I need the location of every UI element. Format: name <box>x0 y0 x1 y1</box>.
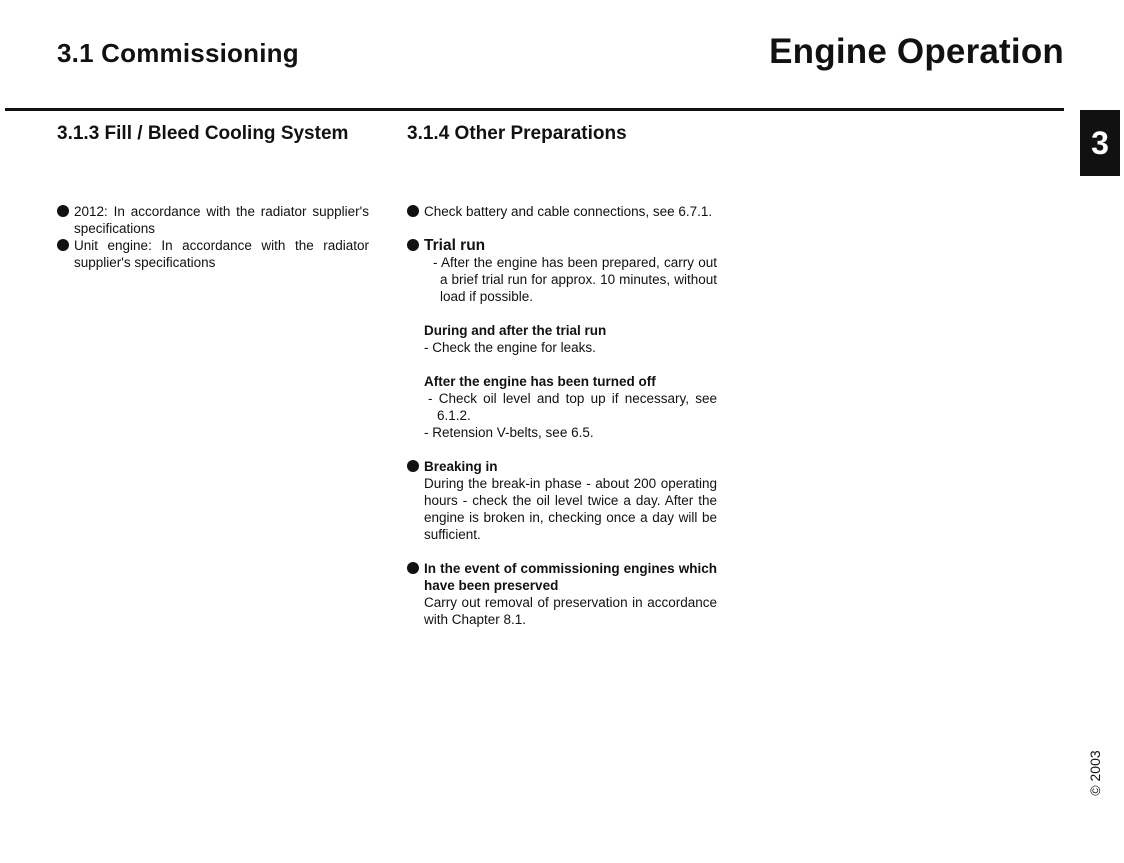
breaking-in-title: Breaking in <box>424 459 498 474</box>
list-item-trial-run <box>407 237 717 441</box>
section-title: 3.1 Commissioning <box>57 38 299 68</box>
bullet-icon <box>407 460 419 472</box>
list-item-text: 2012: In accordance with the radiator supplier's specifications <box>74 204 369 236</box>
bullet-icon <box>407 239 419 251</box>
preserved-text: Carry out removal of preservation in accordance with Chapter 8.1. <box>424 595 717 627</box>
bullet-icon <box>407 205 419 217</box>
bullet-icon <box>57 239 69 251</box>
breaking-in-text: During the break-in phase - about 200 operating hours - check the oil level twice a day. After the engine is broken in, checking once a day will be sufficient. <box>424 476 717 542</box>
after-off-item: - Retension V-belts, see 6.5. <box>424 425 594 440</box>
trial-run-text: - After the engine has been prepared, carry out a brief trial run for approx. 10 minutes, without load if possible. <box>433 255 717 304</box>
list-item-text: Unit engine: In accordance with the radiator supplier's specifications <box>74 238 369 270</box>
during-trial-text: - Check the engine for leaks. <box>424 340 596 355</box>
list-item-battery <box>407 203 717 220</box>
bullet-icon <box>57 205 69 217</box>
list-item <box>57 203 369 237</box>
list-item-breaking-in <box>407 458 717 543</box>
chapter-tab: 3 <box>1080 110 1120 176</box>
trial-run-title: Trial run <box>424 237 486 254</box>
header-divider <box>5 108 1064 111</box>
heading-fill-bleed-cooling: 3.1.3 Fill / Bleed Cooling System <box>57 123 349 144</box>
right-column <box>407 203 717 628</box>
list-item <box>57 237 369 271</box>
left-column <box>57 203 369 271</box>
after-off-item: - Check oil level and top up if necessary, see 6.1.2. <box>428 391 717 423</box>
after-off-title: After the engine has been turned off <box>424 374 656 389</box>
heading-other-preparations: 3.1.4 Other Preparations <box>407 123 627 144</box>
preserved-title: In the event of commissioning engines which have been preserved <box>424 561 717 593</box>
chapter-title: Engine Operation <box>769 32 1064 71</box>
copyright-notice: © 2003 <box>1087 750 1103 796</box>
battery-text: Check battery and cable connections, see 6.7.1. <box>424 204 713 219</box>
during-trial-title: During and after the trial run <box>424 323 607 338</box>
bullet-icon <box>407 562 419 574</box>
list-item-preserved <box>407 560 717 628</box>
